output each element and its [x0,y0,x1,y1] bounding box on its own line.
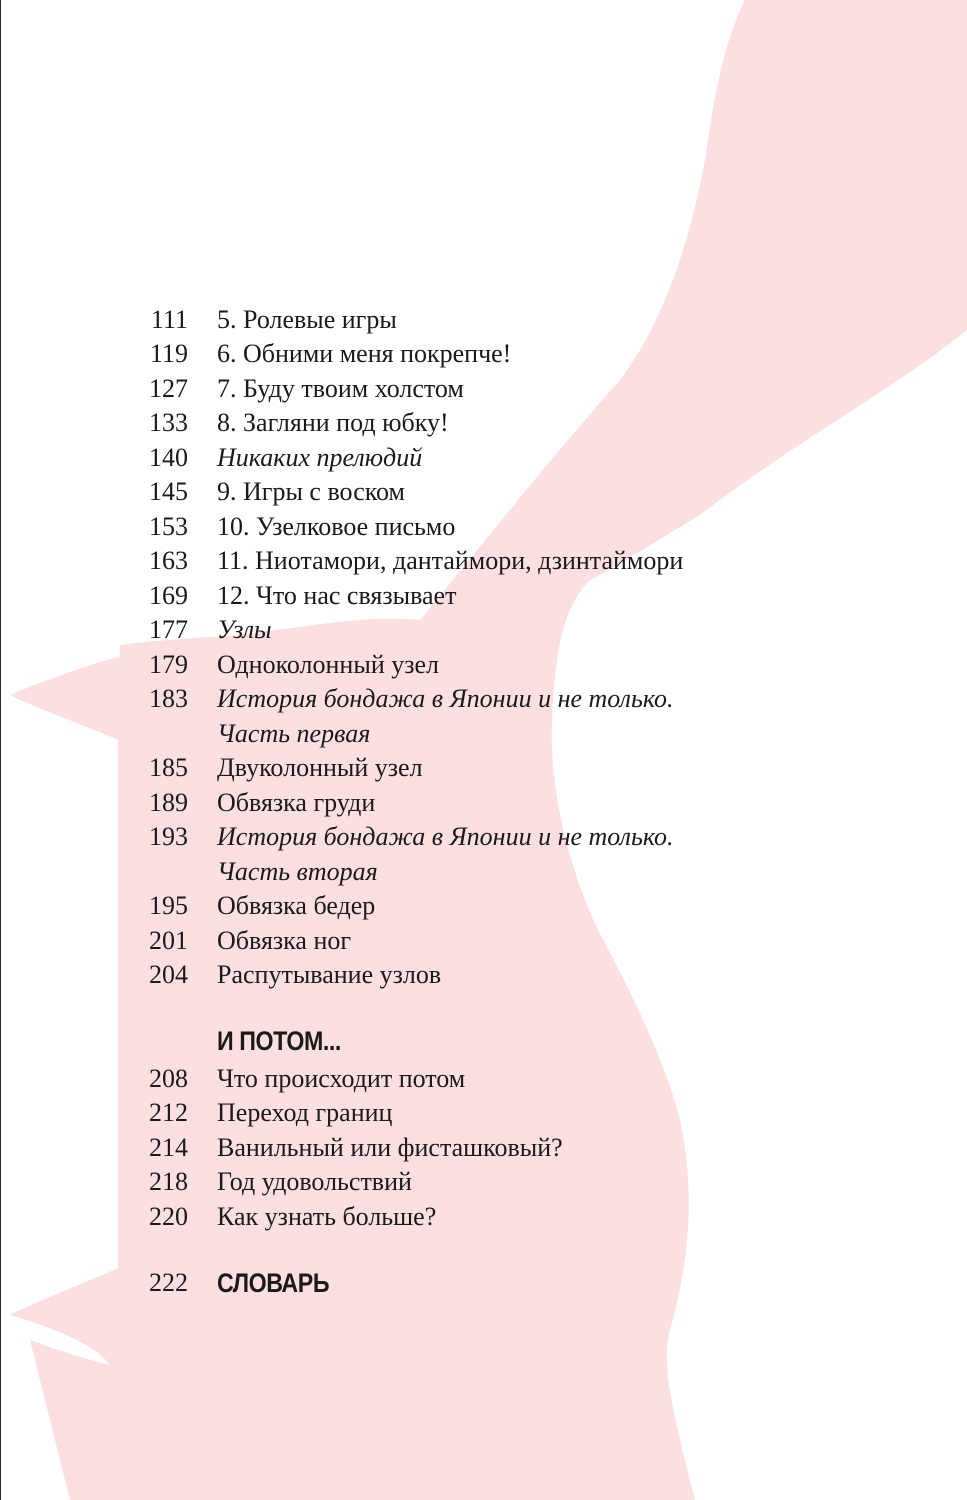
toc-entry[interactable] [0,682,967,716]
page-number: 222 [149,1268,188,1297]
entry-title: Обвязка бедер [217,891,376,920]
page-number: 179 [149,650,188,679]
entry-title: Как узнать больше? [217,1202,437,1231]
toc-entry[interactable] [0,337,967,371]
toc-entry[interactable] [0,786,967,820]
entry-title: Узлы [217,615,272,644]
entry-title: Часть вторая [217,857,378,886]
toc-entry[interactable] [0,510,967,544]
toc-entry[interactable] [0,924,967,958]
toc-entry[interactable] [0,613,967,647]
entry-title: 8. Загляни под юбку! [217,408,449,437]
page-number: 214 [149,1133,188,1162]
entry-title: Никаких прелюдий [217,443,423,472]
page-number: 140 [149,443,188,472]
toc-entry[interactable] [0,1096,967,1130]
page-number: 193 [149,822,188,851]
entry-title: 6. Обними меня покрепче! [217,339,512,368]
section-heading-row [0,1024,967,1058]
entry-title: 12. Что нас связывает [217,581,457,610]
page-number: 177 [149,615,188,644]
page-number: 212 [149,1098,188,1127]
entry-title: Обвязка груди [217,788,376,817]
toc-entry-glossary[interactable] [0,1266,967,1300]
toc-entry[interactable] [0,544,967,578]
entry-title: 5. Ролевые игры [217,305,397,334]
toc-entry[interactable] [0,820,967,854]
entry-title: Одноколонный узел [217,650,440,679]
page-number: 195 [149,891,188,920]
toc-entry-continuation[interactable] [0,855,967,889]
toc-entry[interactable] [0,751,967,785]
page-number: 111 [150,305,188,334]
entry-title: 7. Буду твоим холстом [217,374,464,403]
toc-entry[interactable] [0,579,967,613]
page-number: 119 [149,339,188,368]
page-number: 183 [149,684,188,713]
toc-entry[interactable] [0,1165,967,1199]
section-heading: И ПОТОМ... [217,1026,341,1056]
page-number: 189 [149,788,188,817]
page-number: 201 [149,926,188,955]
entry-title: Ванильный или фисташковый? [217,1133,563,1162]
page-number: 220 [149,1202,188,1231]
page-number: 169 [149,581,188,610]
page-number: 204 [149,960,188,989]
page-number: 208 [149,1064,188,1093]
entry-title: История бондажа в Японии и не только. [217,822,674,851]
entry-title: Обвязка ног [217,926,352,955]
toc-entry[interactable] [0,1131,967,1165]
toc-entry[interactable] [0,958,967,992]
entry-title: История бондажа в Японии и не только. [217,684,674,713]
entry-title: Переход границ [217,1098,393,1127]
toc-entry[interactable] [0,406,967,440]
toc-entry[interactable] [0,475,967,509]
glossary-heading: СЛОВАРЬ [217,1268,330,1298]
entry-title: Двуколонный узел [217,753,423,782]
toc-entry[interactable] [0,303,967,337]
entry-title: 9. Игры с воском [217,477,406,506]
toc-entry-continuation[interactable] [0,717,967,751]
toc-entry[interactable] [0,1062,967,1096]
entry-title: Часть первая [217,719,371,748]
toc-entry[interactable] [0,648,967,682]
toc-entry[interactable] [0,372,967,406]
entry-title: 10. Узелковое письмо [217,512,456,541]
entry-title: Распутывание узлов [217,960,442,989]
page-number: 153 [149,512,188,541]
entry-title: 11. Ниотамори, дантаймори, дзинтаймори [217,546,684,575]
toc-entry[interactable] [0,1200,967,1234]
page-number: 218 [149,1167,188,1196]
page-number: 163 [149,546,188,575]
entry-title: Что происходит потом [217,1064,466,1093]
toc-entry[interactable] [0,441,967,475]
page-number: 145 [149,477,188,506]
toc-entry[interactable] [0,889,967,923]
page-number: 127 [149,374,188,403]
page-number: 185 [149,753,188,782]
page-number: 133 [149,408,188,437]
entry-title: Год удовольствий [217,1167,412,1196]
